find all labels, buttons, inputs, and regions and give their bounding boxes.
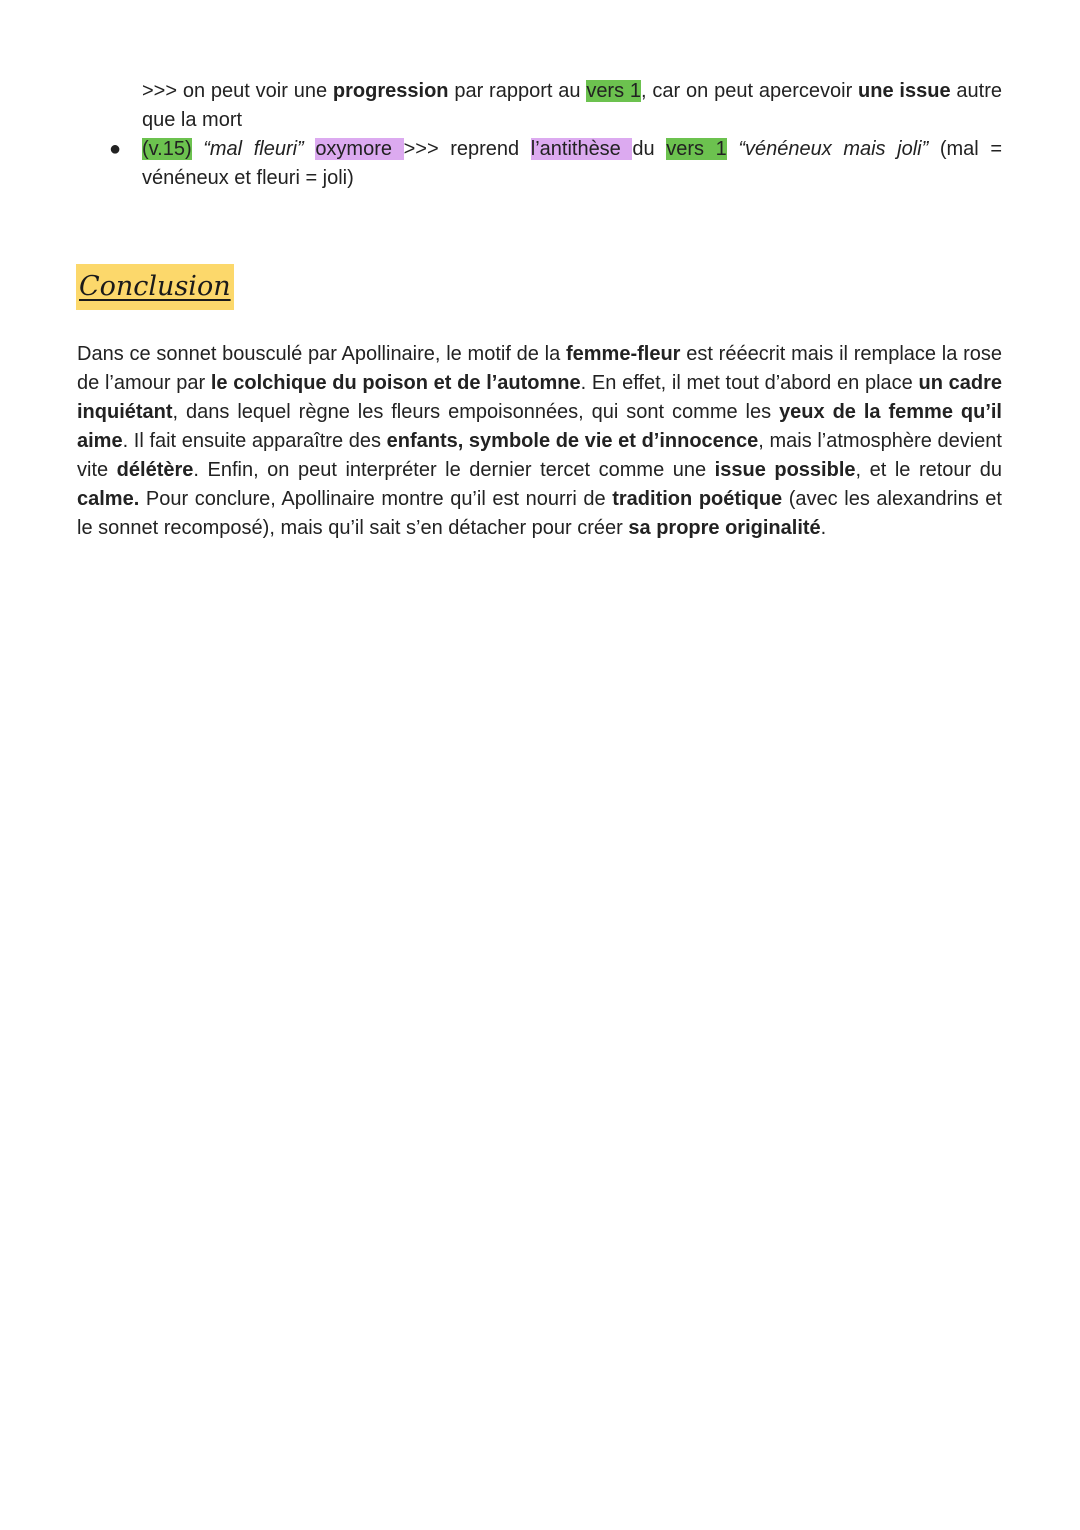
text-segment: du — [632, 138, 667, 160]
text-segment: (avec les alexandrins et le sonnet recomposé), mais qu’il sait s’en détacher pour créer — [77, 488, 1002, 539]
bold-term: le colchique du poison et de l’automne — [210, 372, 581, 394]
quote-text: “mal fleuri” — [203, 138, 304, 160]
bold-term: une issue — [858, 80, 951, 102]
text-segment: , mais l’atmosphère devient vite — [77, 430, 1002, 481]
bold-term: sa propre originalité — [628, 517, 821, 539]
bold-term: yeux de la femme qu’il aime — [77, 401, 1002, 452]
text-segment: , et le retour du — [855, 459, 1002, 481]
bold-term: femme-fleur — [565, 343, 681, 365]
bold-term: tradition poétique — [612, 488, 783, 510]
text-segment: par rapport au — [448, 80, 587, 102]
highlight-verse-ref: (v.15) — [142, 138, 192, 160]
bold-term: calme. — [77, 488, 140, 510]
highlight-verse-ref: vers 1 — [586, 80, 642, 102]
text-segment: Dans ce sonnet bousculé par Apollinaire, le motif de la — [77, 343, 566, 365]
text-segment: Pour conclure, Apollinaire montre qu’il est nourri de — [139, 488, 613, 510]
highlight-verse-ref: vers 1 — [666, 138, 727, 160]
text-segment: . Enfin, on peut interpréter le dernier tercet comme une — [193, 459, 715, 481]
bold-term: enfants, symbole de vie et d’innocence — [386, 430, 759, 452]
analysis-continuation — [109, 77, 1003, 193]
bold-term: issue possible — [714, 459, 856, 481]
text-segment: >>> reprend — [403, 138, 531, 160]
text-segment: autre que la mort — [142, 80, 1002, 131]
text-segment: est rééecrit mais il remplace la rose de l’amour par — [77, 343, 1002, 394]
text-segment: . Il fait ensuite apparaître des — [122, 430, 387, 452]
bold-term: un cadre inquiétant — [77, 372, 1002, 423]
text-segment — [727, 138, 739, 160]
bullet-icon: ● — [109, 138, 122, 160]
text-segment: (mal = vénéneux et fleuri = joli) — [142, 138, 1003, 189]
highlight-figure: oxymore — [315, 138, 404, 160]
bold-term: progression — [332, 80, 449, 102]
text-segment: , dans lequel règne les fleurs empoisonnées, qui sont comme les — [172, 401, 780, 423]
text-segment: . — [820, 517, 827, 539]
bold-term: délétère — [116, 459, 194, 481]
highlight-figure: l’antithèse — [530, 138, 633, 160]
text-segment: >>> on peut voir une — [142, 80, 333, 102]
section-heading: Conclusion — [76, 264, 234, 310]
bullet-list-item — [109, 135, 1003, 193]
text-segment: , car on peut apercevoir — [641, 80, 859, 102]
progression-paragraph — [142, 77, 1002, 135]
quote-text: “vénéneux mais joli” — [738, 138, 929, 160]
conclusion-paragraph — [77, 340, 1002, 543]
text-segment: . En effet, il met tout d’abord en place — [580, 372, 919, 394]
